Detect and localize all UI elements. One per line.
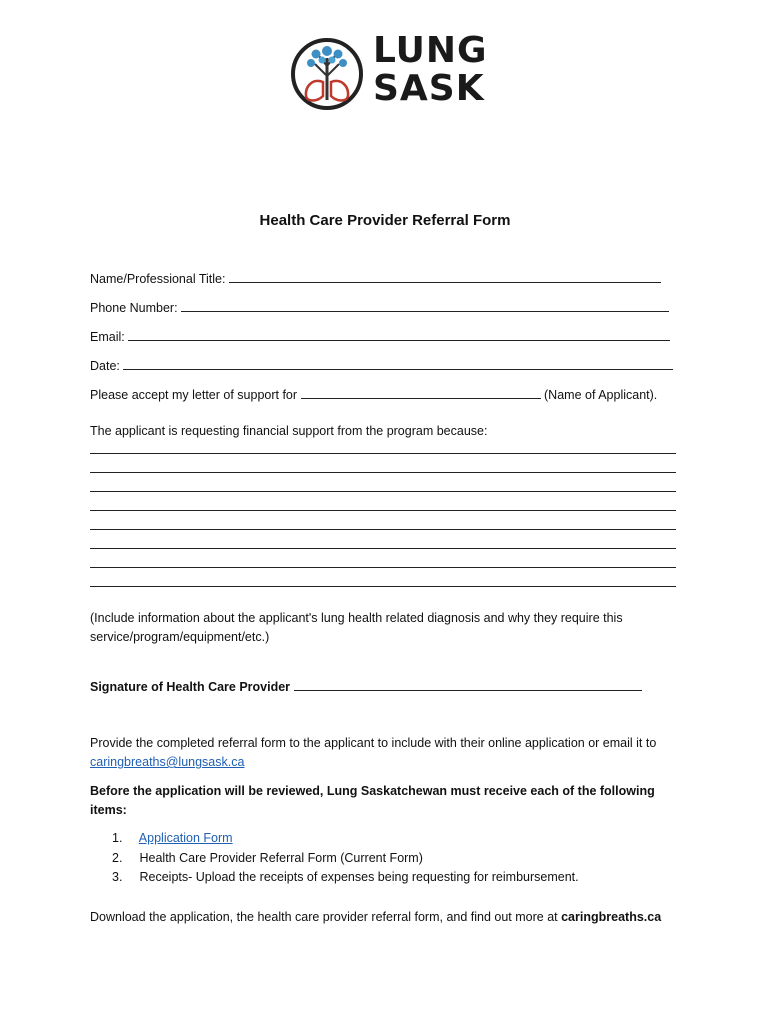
logo-wordmark (373, 32, 488, 108)
list-number: 1. (112, 831, 123, 845)
required-items-list (112, 831, 579, 890)
name-field-row (90, 270, 661, 286)
lung-sask-logo (289, 30, 489, 116)
email-label: Email: (90, 330, 125, 344)
phone-label: Phone Number: (90, 301, 178, 315)
date-label: Date: (90, 359, 120, 373)
email-link[interactable]: caringbreaths@lungsask.ca (90, 755, 245, 769)
list-item-text: Receipts- Upload the receipts of expenses being requesting for reimbursement. (139, 870, 579, 884)
reason-line[interactable] (90, 491, 676, 492)
list-item[interactable] (112, 831, 579, 851)
provide-instructions (90, 734, 680, 772)
email-blank[interactable] (128, 328, 670, 341)
list-item (112, 851, 579, 871)
list-item-text: Health Care Provider Referral Form (Current Form) (139, 850, 423, 865)
phone-blank[interactable] (181, 299, 669, 312)
reason-line[interactable] (90, 529, 676, 530)
support-prefix: Please accept my letter of support for (90, 388, 298, 402)
reason-line[interactable] (90, 548, 676, 549)
name-label: Name/Professional Title: (90, 272, 226, 286)
email-field-row (90, 328, 670, 344)
before-review-text: Before the application will be reviewed, Lung Saskatchewan must receive each of the following items: (90, 784, 655, 817)
download-text: Download the application, the health care provider referral form, and find out more at (90, 910, 558, 924)
page-title: Health Care Provider Referral Form (259, 212, 511, 229)
reason-line[interactable] (90, 453, 676, 454)
lung-tree-icon (289, 36, 369, 116)
download-row (90, 910, 661, 924)
include-note: (Include information about the applicant's lung health related diagnosis and why they require this service/program/equipment/etc.) (90, 611, 623, 644)
download-site[interactable]: caringbreaths.ca (561, 910, 662, 924)
support-suffix: (Name of Applicant). (544, 388, 658, 402)
request-text: The applicant is requesting financial support from the program because: (90, 424, 488, 438)
list-item (112, 870, 579, 890)
logo-line-1: LUNG (373, 30, 488, 71)
logo-line-2: SASK (373, 68, 485, 109)
date-blank[interactable] (123, 357, 673, 370)
date-field-row (90, 357, 673, 373)
reason-line[interactable] (90, 586, 676, 587)
phone-field-row (90, 299, 669, 315)
reason-line[interactable] (90, 567, 676, 568)
list-number: 2. (112, 850, 123, 865)
signature-row (90, 678, 642, 694)
application-form-link[interactable]: Application Form (138, 831, 233, 845)
signature-blank[interactable] (294, 678, 642, 691)
applicant-name-blank[interactable] (301, 386, 541, 399)
reason-line[interactable] (90, 510, 676, 511)
reason-line[interactable] (90, 472, 676, 473)
list-number: 3. (112, 870, 123, 884)
provide-text: Provide the completed referral form to the applicant to include with their online application or email it to (90, 736, 657, 750)
signature-label: Signature of Health Care Provider (90, 680, 291, 694)
support-row (90, 386, 657, 402)
name-blank[interactable] (229, 270, 661, 283)
